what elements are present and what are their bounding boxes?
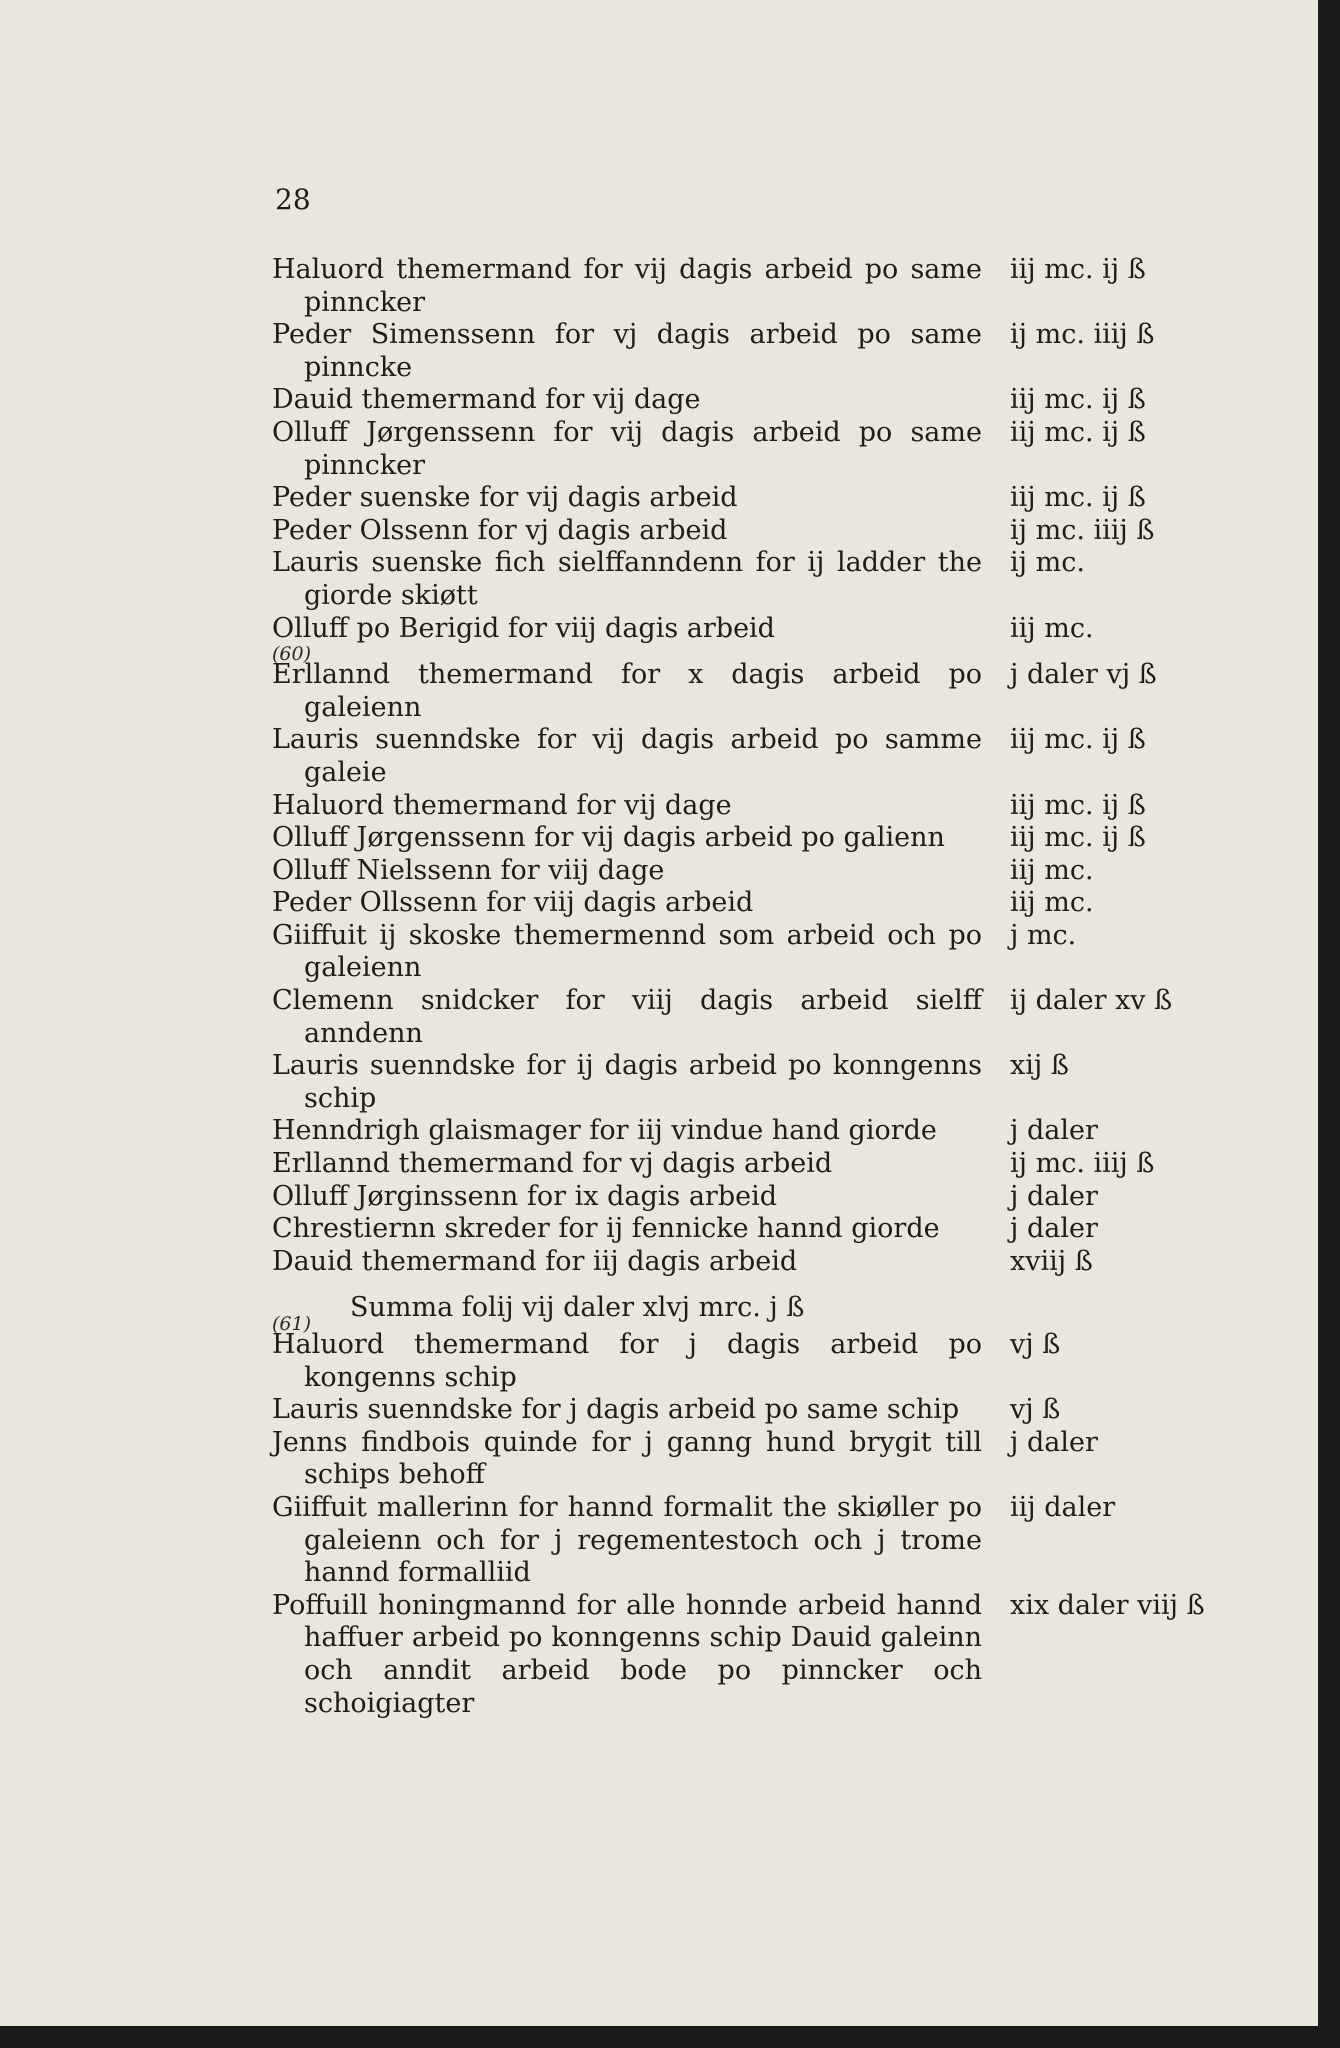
entry-text: Jenns findbois quinde for j ganng hund brygit till schips behoff: [272, 1426, 982, 1491]
ledger-entry: [272, 985, 1282, 1050]
entry-text: Lauris suenndske for ij dagis arbeid po konngenns schip: [272, 1050, 982, 1114]
ledger-entry: [272, 384, 1282, 417]
entry-amount: iij mc. ij ß: [1010, 789, 1146, 821]
entry-text: Giiffuit ij skoske themermennd som arbeid och po galeienn: [272, 919, 982, 984]
entry-text: Haluord themermand for vij dage: [272, 789, 732, 821]
summa-line: Summa folij vij daler xlvj mrc. j ß: [350, 1292, 805, 1324]
ledger-entry: [272, 920, 1282, 985]
entry-amount: ij mc. iiij ß: [1010, 514, 1155, 546]
entry-amount: iij mc.: [1010, 854, 1094, 886]
ledger-entry: [272, 724, 1282, 789]
entry-text: Lauris suenndske for j dagis arbeid po same schip: [272, 1394, 960, 1426]
entry-amount: iij mc. ij ß: [1010, 384, 1146, 416]
ledger-entry: [272, 515, 1282, 548]
entry-amount: iij mc. ij ß: [1010, 822, 1146, 854]
entry-block-3: [272, 1329, 1282, 1720]
ledger-entry: [272, 855, 1282, 888]
entry-amount: iij mc. ij ß: [1010, 482, 1146, 514]
ledger-entry: [272, 482, 1282, 515]
entry-text: Dauid themermand for vij dage: [272, 384, 701, 416]
ledger-entry: [272, 1148, 1282, 1181]
entry-text: Clemenn snidcker for viij dagis arbeid sielff anndenn: [272, 985, 982, 1049]
entry-amount: ij mc. iiij ß: [1010, 1148, 1155, 1180]
entry-amount: vj ß: [1010, 1394, 1061, 1426]
entry-amount: j mc.: [1010, 919, 1077, 951]
ledger-entry: [272, 1590, 1282, 1720]
ledger-entry: [272, 319, 1282, 384]
entry-text: Peder Simenssenn for vj dagis arbeid po same pinncke: [272, 319, 982, 383]
entry-amount: xij ß: [1010, 1050, 1069, 1082]
entry-text: Peder suenske for vij dagis arbeid: [272, 482, 738, 514]
entry-block-1: [272, 254, 1282, 645]
entry-amount: iij mc.: [1010, 887, 1094, 919]
ledger-entry: [272, 417, 1282, 482]
entry-text: Haluord themermand for j dagis arbeid po kongenns schip: [272, 1329, 982, 1393]
entry-text: Lauris suenndske for vij dagis arbeid po samme galeie: [272, 724, 982, 788]
ledger-entry: [272, 1213, 1282, 1246]
entry-amount: ij mc. iiij ß: [1010, 319, 1155, 351]
entry-amount: j daler: [1010, 1115, 1098, 1147]
entry-amount: ij mc.: [1010, 547, 1085, 579]
ledger-entry: [272, 547, 1282, 612]
ledger-entry: [272, 1050, 1282, 1115]
folio-marker: (61): [272, 1313, 312, 1335]
entry-text: Erllannd themermand for vj dagis arbeid: [272, 1148, 833, 1180]
entry-amount: iij mc. ij ß: [1010, 254, 1146, 285]
ledger-entry: [272, 822, 1282, 855]
entry-text: Olluff Jørginssenn for ix dagis arbeid: [272, 1180, 778, 1212]
entry-amount: vj ß: [1010, 1329, 1061, 1360]
entry-text: Erllannd themermand for x dagis arbeid po galeienn: [272, 659, 982, 723]
entry-text: Dauid themermand for iij dagis arbeid: [272, 1245, 798, 1277]
ledger-entry: [272, 1246, 1282, 1279]
entry-amount: iij daler: [1010, 1491, 1116, 1523]
entry-text: Chrestiernn skreder for ij fennicke hannd giorde: [272, 1213, 940, 1245]
entry-amount: ij daler xv ß: [1010, 985, 1173, 1017]
entry-block-2: [272, 659, 1282, 1278]
entry-amount: j daler: [1010, 1180, 1098, 1212]
ledger-entry: [272, 887, 1282, 920]
entry-amount: j daler: [1010, 1213, 1098, 1245]
entry-amount: iij mc.: [1010, 612, 1094, 644]
ledger-entry: [272, 613, 1282, 646]
entry-amount: j daler vj ß: [1010, 659, 1157, 691]
entry-amount: iij mc. ij ß: [1010, 724, 1146, 756]
ledger-entry: [272, 1181, 1282, 1214]
ledger-entry: [272, 1329, 1282, 1394]
ledger-entry: [272, 254, 1282, 319]
folio-marker: (60): [272, 643, 312, 666]
entry-amount: xviij ß: [1010, 1245, 1093, 1277]
entry-text: Henndrigh glaismager for iij vindue hand giorde: [272, 1115, 937, 1147]
entry-text: Olluff Nielssenn for viij dage: [272, 854, 665, 886]
entry-amount: xix daler viij ß: [1010, 1589, 1205, 1621]
entry-text: Olluff Jørgenssenn for vij dagis arbeid po galienn: [272, 822, 945, 854]
entry-text: Giiffuit mallerinn for hannd formalit the skiøller po galeienn och for j regementestoch och j trome hannd formalliid: [272, 1491, 982, 1589]
entry-amount: iij mc. ij ß: [1010, 416, 1146, 448]
entry-text: Lauris suenske fich sielffanndenn for ij ladder the giorde skiøtt: [272, 547, 982, 611]
entry-amount: j daler: [1010, 1426, 1098, 1458]
entry-text: Olluff po Berigid for viij dagis arbeid: [272, 612, 775, 644]
entry-text: Peder Ollssenn for viij dagis arbeid: [272, 887, 754, 919]
ledger-entry: [272, 1492, 1282, 1590]
entry-text: Peder Olssenn for vj dagis arbeid: [272, 514, 728, 546]
entry-text: Olluff Jørgenssenn for vij dagis arbeid po same pinncker: [272, 416, 982, 481]
entry-text: Poffuill honingmannd for alle honnde arbeid hannd haffuer arbeid po konngenns schip Dauid galeinn och anndit arbeid bode po pinncker och schoigiagter: [272, 1589, 982, 1719]
ledger-entry: [272, 1115, 1282, 1148]
ledger-entry: [272, 790, 1282, 823]
entry-text: Haluord themermand for vij dagis arbeid po same pinncker: [272, 254, 982, 318]
page-number: 28: [275, 183, 311, 216]
ledger-entries: [272, 254, 1282, 1720]
ledger-entry: [272, 1427, 1282, 1492]
ledger-entry: [272, 659, 1282, 724]
ledger-entry: [272, 1394, 1282, 1427]
